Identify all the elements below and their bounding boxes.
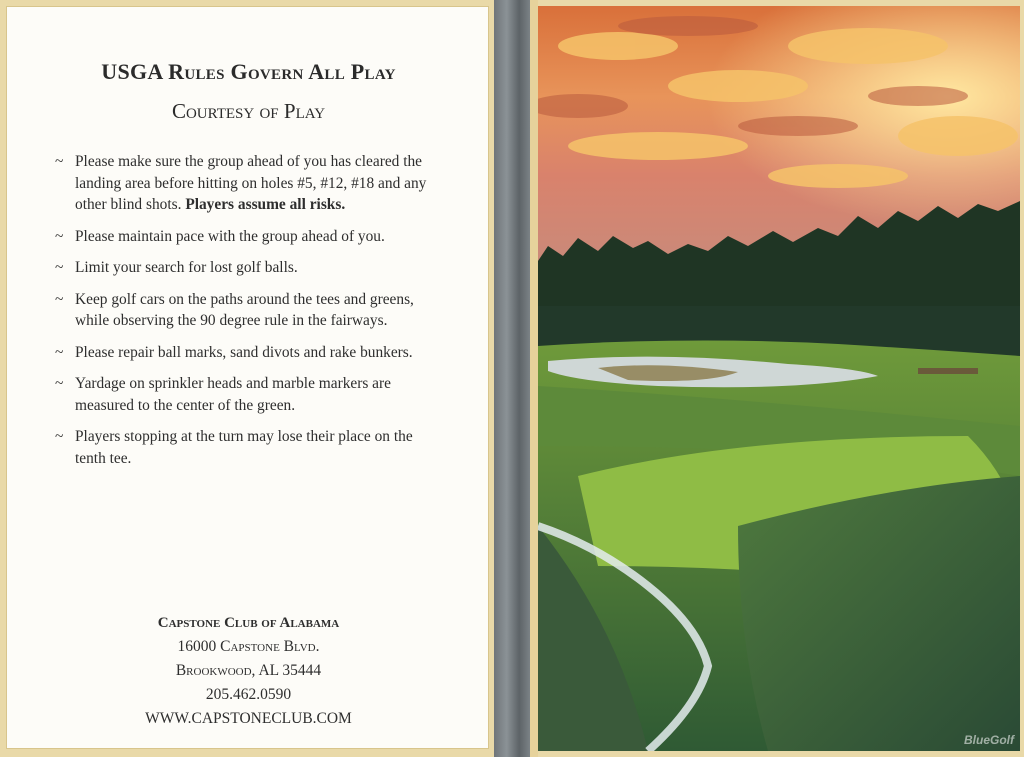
watermark-text: BlueGolf (964, 733, 1014, 747)
rules-list (55, 151, 440, 479)
club-city: Brookwood, AL 35444 (175, 662, 322, 679)
rule-bullet: ~ (55, 428, 64, 445)
rule-item (55, 257, 440, 279)
rule-text: Keep golf cars on the paths around the tees and greens, while observing the 90 degree rule in the fairways. (75, 290, 414, 329)
rule-item (55, 226, 440, 248)
club-street: 16000 Capstone Blvd. (177, 638, 320, 655)
rule-item (55, 151, 440, 216)
rule-text: Please repair ball marks, sand divots and rake bunkers. (75, 343, 413, 361)
rules-card (6, 6, 489, 749)
rule-text: Limit your search for lost golf balls. (75, 259, 298, 276)
card-spine (494, 0, 530, 757)
rule-bullet: ~ (55, 375, 64, 392)
card-title: USGA Rules Govern All Play (101, 59, 396, 84)
rule-bullet: ~ (55, 343, 64, 361)
rule-text: Please make sure the group ahead of you has cleared the landing area before hitting on holes #5, #12, #18 and any other blind shots. (75, 153, 427, 213)
golf-course-photo (538, 6, 1020, 751)
card-spine-edge (530, 0, 538, 757)
rule-item (55, 342, 440, 364)
rule-text: Please maintain pace with the group ahead of you. (75, 227, 385, 245)
club-website: WWW.CAPSTONECLUB.COM (145, 710, 352, 727)
club-name: Capstone Club of Alabama (157, 615, 340, 631)
rule-bullet: ~ (55, 290, 64, 308)
rule-item (55, 289, 440, 332)
club-phone: 205.462.0590 (205, 686, 292, 703)
golf-course-sunset-photo (538, 6, 1020, 751)
rule-item (55, 426, 440, 469)
rule-text: Yardage on sprinkler heads and marble markers are measured to the center of the green. (75, 375, 391, 414)
card-subtitle: Courtesy of Play (171, 99, 326, 123)
rule-bullet: ~ (55, 153, 64, 170)
club-address (7, 611, 490, 731)
rule-item (55, 373, 440, 416)
rule-emphasis: Players assume all risks. (185, 196, 346, 213)
rule-bullet: ~ (55, 259, 64, 276)
rule-bullet: ~ (55, 227, 64, 245)
rule-text: Players stopping at the turn may lose their place on the tenth tee. (75, 428, 413, 467)
